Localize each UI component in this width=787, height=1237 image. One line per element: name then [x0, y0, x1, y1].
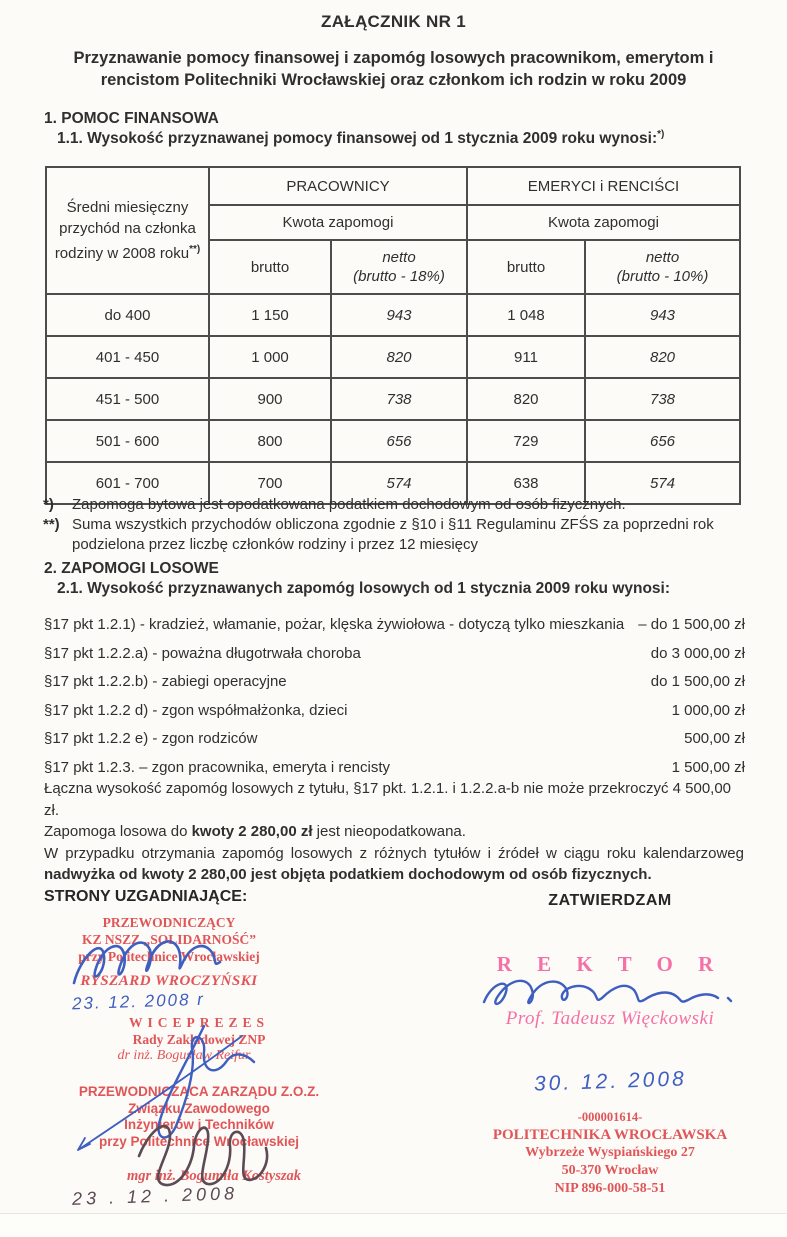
cell-emeryci-brutto: 820 [467, 378, 585, 420]
income-column-header: Średni miesięczny przychód na członka rodziny w 2008 roku**) [46, 167, 209, 294]
closing-line2: Zapomoga losowa do kwoty 2 280,00 zł jest nieopodatkowana. [44, 823, 466, 840]
closing-line1: Łączna wysokość zapomóg losowych z tytułu, §17 pkt. 1.2.1. i 1.2.2.a-b nie może przekroczyć 4 500,00 zł. [44, 780, 732, 819]
footnote-1-text: Zapomoga bytowa jest opodatkowana podatkiem dochodowym od osób fizycznych. [72, 496, 626, 513]
cell-emeryci-netto: 574 [585, 462, 740, 504]
section2-subheading: 2.1. Wysokość przyznawanych zapomóg losowych od 1 stycznia 2009 roku wynosi: [57, 580, 671, 597]
cell-emeryci-netto: 943 [585, 294, 740, 336]
handwritten-date-wroczynski: 23. 12. 2008 r [71, 989, 206, 1014]
table-row [46, 420, 740, 462]
cell-income-range: do 400 [46, 294, 209, 336]
cell-emeryci-brutto: 1 048 [467, 294, 585, 336]
znp-stamp: WICEPREZES Rady Zakładowej ZNP [128, 1015, 270, 1047]
kwota-header-emeryci: Kwota zapomogi [467, 205, 740, 240]
footnote-ref-2: **) [189, 244, 201, 255]
politechnika-stamp: -000001614- POLITECHNIKA WROCŁAWSKA Wybrzeże Wyspiańskiego 27 50-370 Wrocław NIP 896-000-58-51 [492, 1110, 728, 1196]
name-kostyszak: mgr inż. Bogumiła Kostyszak [126, 1168, 302, 1184]
cell-pracownicy-netto: 943 [331, 294, 467, 336]
cell-pracownicy-brutto: 1 000 [209, 336, 331, 378]
group-header-pracownicy: PRACOWNICY [209, 167, 467, 205]
rektor-stamp: R E K T O R [496, 952, 724, 976]
list-item: §17 pkt 1.2.1) - kradzież, włamanie, pożar, klęska żywiołowa - dotyczą tylko mieszkania – do 1 500,00 zł [44, 616, 745, 633]
netto-header-pracownicy: netto (brutto - 18%) [331, 240, 467, 294]
document-title-line1: Przyznawanie pomocy finansowej i zapomóg losowych pracownikom, emerytom i [73, 49, 714, 67]
group-header-emeryci: EMERYCI i RENCIŚCI [467, 167, 740, 205]
list-item: §17 pkt 1.2.2.a) - poważna długotrwała choroba do 3 000,00 zł [44, 644, 745, 662]
list-item: §17 pkt 1.2.2 e) - zgon rodziców 500,00 zł [44, 730, 745, 747]
cell-emeryci-brutto: 911 [467, 336, 585, 378]
footnotes [43, 495, 749, 555]
table-row [46, 378, 740, 420]
financial-aid-table [45, 166, 741, 505]
footnote-1-marker: *) [43, 496, 54, 513]
section1-heading: 1. POMOC FINANSOWA [44, 110, 219, 127]
cell-emeryci-brutto: 638 [467, 462, 585, 504]
list-item: §17 pkt 1.2.2.b) - zabiegi operacyjne do 1 500,00 zł [44, 673, 745, 690]
brutto-header-pracownicy: brutto [209, 240, 331, 294]
handwritten-date-kostyszak: 23 . 12 . 2008 [71, 1183, 239, 1209]
name-reifur: dr inż. Bogusław Reifur [117, 1048, 251, 1063]
annex-title: ZAŁĄCZNIK NR 1 [321, 12, 466, 31]
cell-income-range: 601 - 700 [46, 462, 209, 504]
agreeing-parties-heading: STRONY UZGADNIAJĄCE: [44, 888, 248, 905]
cell-pracownicy-netto: 820 [331, 336, 467, 378]
scan-bottom-edge [0, 1213, 787, 1237]
zoz-stamp: PRZEWODNICZĄCA ZARZĄDU Z.O.Z. Związku Zawodowego Inżynierów i Techników przy Politechnice Wrocławskiej [78, 1084, 320, 1149]
table-header-groups [46, 167, 740, 205]
rektor-printed-name: Prof. Tadeusz Więckowski [505, 1008, 715, 1029]
cell-pracownicy-brutto: 700 [209, 462, 331, 504]
closing-line3: W przypadku otrzymania zapomóg losowych z różnych tytułów i źródeł w ciągu roku kalendarzoweg [44, 844, 744, 862]
list-item: §17 pkt 1.2.2 d) - zgon współmałżonka, dzieci 1 000,00 zł [44, 701, 745, 719]
closing-line4: nadwyżka od kwoty 2 280,00 jest objęta podatkiem dochodowym od osób fizycznych. [44, 866, 652, 883]
list-item: §17 pkt 1.2.3. – zgon pracownika, emeryta i rencisty 1 500,00 zł [44, 758, 745, 776]
document-title-line2: rencistom Politechniki Wrocławskiej oraz członkom ich rodzin w roku 2009 [100, 71, 687, 89]
handwritten-date-rektor: 30. 12. 2008 [533, 1067, 687, 1096]
solidarnosc-stamp: PRZEWODNICZĄCY KZ NSZZ „SOLIDARNOŚĆ” przy Politechnice Wrocławskiej [78, 915, 260, 964]
footnote-2-marker: **) [43, 516, 60, 533]
name-wroczynski: RYSZARD WROCZYŃSKI [80, 973, 258, 989]
approval-block [450, 892, 770, 1222]
footnote-1 [43, 495, 749, 515]
cell-emeryci-netto: 820 [585, 336, 740, 378]
section1-subheading: 1.1. Wysokość przyznawanej pomocy finansowej od 1 stycznia 2009 roku wynosi:*) [57, 129, 665, 148]
cell-pracownicy-netto: 738 [331, 378, 467, 420]
cell-pracownicy-netto: 656 [331, 420, 467, 462]
brutto-header-emeryci: brutto [467, 240, 585, 294]
cell-pracownicy-brutto: 800 [209, 420, 331, 462]
footnote-ref-1: *) [657, 129, 665, 140]
section2-heading: 2. ZAPOMOGI LOSOWE [44, 560, 219, 577]
agreeing-parties-block [44, 888, 384, 1228]
cell-pracownicy-netto: 574 [331, 462, 467, 504]
cell-emeryci-netto: 656 [585, 420, 740, 462]
footnote-2-text: Suma wszystkich przychodów obliczona zgodnie z §10 i §11 Regulaminu ZFŚS za poprzedni rok podzielona przez liczbę członków rodziny i przez 12 miesięcy [72, 516, 714, 553]
cell-income-range: 451 - 500 [46, 378, 209, 420]
cell-pracownicy-brutto: 900 [209, 378, 331, 420]
cell-pracownicy-brutto: 1 150 [209, 294, 331, 336]
document-title [44, 47, 743, 91]
closing-paragraph [44, 778, 744, 886]
table-row [46, 336, 740, 378]
kwota-header-pracownicy: Kwota zapomogi [209, 205, 467, 240]
hardship-grant-list [44, 616, 745, 787]
cell-income-range: 501 - 600 [46, 420, 209, 462]
approval-heading: ZATWIERDZAM [548, 892, 672, 909]
table-row [46, 294, 740, 336]
footnote-2 [43, 515, 749, 555]
netto-header-emeryci: netto (brutto - 10%) [585, 240, 740, 294]
cell-income-range: 401 - 450 [46, 336, 209, 378]
cell-emeryci-brutto: 729 [467, 420, 585, 462]
cell-emeryci-netto: 738 [585, 378, 740, 420]
